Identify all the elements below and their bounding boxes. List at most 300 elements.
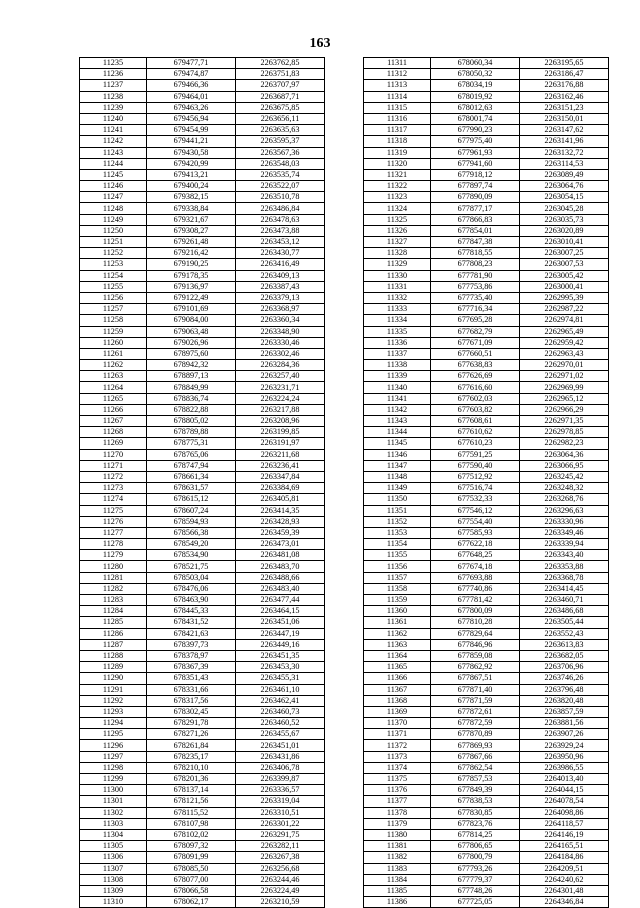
point-number-cell: 11316: [364, 113, 431, 124]
point-number-cell: 11273: [80, 483, 147, 494]
x-coordinate-cell: 678521,75: [147, 561, 236, 572]
point-number-cell: 11235: [80, 58, 147, 69]
y-coordinate-cell: 2263820,48: [520, 695, 609, 706]
x-coordinate-cell: 678001,74: [431, 113, 520, 124]
y-coordinate-cell: 2263461,10: [236, 684, 325, 695]
table-row: [80, 527, 325, 538]
y-coordinate-cell: 2263950,96: [520, 751, 609, 762]
x-coordinate-cell: 678822,88: [147, 404, 236, 415]
x-coordinate-cell: 678060,34: [431, 58, 520, 69]
table-row: [80, 393, 325, 404]
point-number-cell: 11299: [80, 774, 147, 785]
x-coordinate-cell: 678805,02: [147, 416, 236, 427]
y-coordinate-cell: 2263405,81: [236, 494, 325, 505]
x-coordinate-cell: 678137,14: [147, 785, 236, 796]
point-number-cell: 11238: [80, 91, 147, 102]
point-number-cell: 11296: [80, 740, 147, 751]
table-row: [364, 58, 609, 69]
y-coordinate-cell: 2263986,55: [520, 762, 609, 773]
point-number-cell: 11276: [80, 516, 147, 527]
table-row: [364, 885, 609, 896]
x-coordinate-cell: 677867,66: [431, 751, 520, 762]
table-row: [80, 818, 325, 829]
point-number-cell: 11347: [364, 460, 431, 471]
y-coordinate-cell: 2263089,49: [520, 169, 609, 180]
y-coordinate-cell: 2263751,83: [236, 69, 325, 80]
table-row: [364, 80, 609, 91]
x-coordinate-cell: 677748,26: [431, 885, 520, 896]
y-coordinate-cell: 2263707,97: [236, 80, 325, 91]
y-coordinate-cell: 2263231,71: [236, 382, 325, 393]
point-number-cell: 11265: [80, 393, 147, 404]
x-coordinate-cell: 678765,06: [147, 449, 236, 460]
table-row: [80, 829, 325, 840]
table-row: [80, 237, 325, 248]
table-row: [364, 774, 609, 785]
y-coordinate-cell: 2262995,39: [520, 292, 609, 303]
table-row: [364, 281, 609, 292]
y-coordinate-cell: 2263257,40: [236, 371, 325, 382]
table-row: [364, 169, 609, 180]
y-coordinate-cell: 2263505,44: [520, 617, 609, 628]
x-coordinate-cell: 678085,50: [147, 863, 236, 874]
y-coordinate-cell: 2263211,68: [236, 449, 325, 460]
table-row: [364, 527, 609, 538]
table-row: [364, 561, 609, 572]
x-coordinate-cell: 678291,78: [147, 718, 236, 729]
x-coordinate-cell: 679382,15: [147, 192, 236, 203]
x-coordinate-cell: 679178,35: [147, 270, 236, 281]
y-coordinate-cell: 2263552,43: [520, 628, 609, 639]
y-coordinate-cell: 2264240,62: [520, 874, 609, 885]
x-coordinate-cell: 678476,06: [147, 583, 236, 594]
table-row: [80, 158, 325, 169]
point-number-cell: 11268: [80, 427, 147, 438]
table-row: [364, 225, 609, 236]
table-row: [364, 516, 609, 527]
x-coordinate-cell: 677781,90: [431, 270, 520, 281]
y-coordinate-cell: 2263244,46: [236, 874, 325, 885]
y-coordinate-cell: 2263473,01: [236, 539, 325, 550]
y-coordinate-cell: 2262965,49: [520, 326, 609, 337]
table-row: [364, 259, 609, 270]
x-coordinate-cell: 677800,09: [431, 606, 520, 617]
y-coordinate-cell: 2263635,63: [236, 125, 325, 136]
x-coordinate-cell: 677682,79: [431, 326, 520, 337]
table-row: [80, 259, 325, 270]
point-number-cell: 11381: [364, 841, 431, 852]
y-coordinate-cell: 2263430,77: [236, 248, 325, 259]
x-coordinate-cell: 678077,00: [147, 874, 236, 885]
table-row: [364, 785, 609, 796]
point-number-cell: 11246: [80, 181, 147, 192]
table-row: [364, 583, 609, 594]
table-row: [80, 348, 325, 359]
x-coordinate-cell: 678747,94: [147, 460, 236, 471]
y-coordinate-cell: 2263296,63: [520, 505, 609, 516]
y-coordinate-cell: 2264165,51: [520, 841, 609, 852]
x-coordinate-cell: 678549,20: [147, 539, 236, 550]
point-number-cell: 11282: [80, 583, 147, 594]
point-number-cell: 11326: [364, 225, 431, 236]
table-row: [364, 706, 609, 717]
table-row: [364, 740, 609, 751]
y-coordinate-cell: 2263199,85: [236, 427, 325, 438]
table-row: [364, 606, 609, 617]
point-number-cell: 11278: [80, 539, 147, 550]
x-coordinate-cell: 677753,86: [431, 281, 520, 292]
table-row: [80, 471, 325, 482]
point-number-cell: 11289: [80, 662, 147, 673]
table-row: [80, 125, 325, 136]
point-number-cell: 11287: [80, 639, 147, 650]
y-coordinate-cell: 2263460,73: [236, 706, 325, 717]
table-row: [364, 438, 609, 449]
table-row: [80, 360, 325, 371]
point-number-cell: 11239: [80, 102, 147, 113]
x-coordinate-cell: 679321,67: [147, 214, 236, 225]
y-coordinate-cell: 2264209,51: [520, 863, 609, 874]
y-coordinate-cell: 2263682,05: [520, 650, 609, 661]
table-row: [364, 695, 609, 706]
x-coordinate-cell: 678421,63: [147, 628, 236, 639]
y-coordinate-cell: 2263236,41: [236, 460, 325, 471]
y-coordinate-cell: 2263368,78: [520, 572, 609, 583]
table-row: [364, 863, 609, 874]
table-row: [364, 829, 609, 840]
table-row: [80, 326, 325, 337]
table-row: [80, 885, 325, 896]
point-number-cell: 11237: [80, 80, 147, 91]
point-number-cell: 11341: [364, 393, 431, 404]
point-number-cell: 11351: [364, 505, 431, 516]
table-row: [364, 762, 609, 773]
x-coordinate-cell: 678331,66: [147, 684, 236, 695]
y-coordinate-cell: 2263414,35: [236, 505, 325, 516]
point-number-cell: 11385: [364, 885, 431, 896]
y-coordinate-cell: 2263191,97: [236, 438, 325, 449]
y-coordinate-cell: 2263414,45: [520, 583, 609, 594]
table-row: [80, 337, 325, 348]
x-coordinate-cell: 677846,96: [431, 639, 520, 650]
point-number-cell: 11367: [364, 684, 431, 695]
table-row: [80, 113, 325, 124]
y-coordinate-cell: 2263857,59: [520, 706, 609, 717]
y-coordinate-cell: 2264184,86: [520, 852, 609, 863]
point-number-cell: 11319: [364, 147, 431, 158]
y-coordinate-cell: 2263267,38: [236, 852, 325, 863]
y-coordinate-cell: 2264013,40: [520, 774, 609, 785]
x-coordinate-cell: 678351,43: [147, 673, 236, 684]
y-coordinate-cell: 2263210,59: [236, 897, 325, 908]
point-number-cell: 11264: [80, 382, 147, 393]
point-number-cell: 11345: [364, 438, 431, 449]
point-number-cell: 11294: [80, 718, 147, 729]
point-number-cell: 11257: [80, 304, 147, 315]
x-coordinate-cell: 679454,99: [147, 125, 236, 136]
table-row: [80, 181, 325, 192]
y-coordinate-cell: 2263284,36: [236, 360, 325, 371]
x-coordinate-cell: 677695,28: [431, 315, 520, 326]
x-coordinate-cell: 677638,83: [431, 360, 520, 371]
y-coordinate-cell: 2263348,90: [236, 326, 325, 337]
point-number-cell: 11272: [80, 471, 147, 482]
y-coordinate-cell: 2262982,23: [520, 438, 609, 449]
point-number-cell: 11240: [80, 113, 147, 124]
point-number-cell: 11252: [80, 248, 147, 259]
x-coordinate-cell: 677961,93: [431, 147, 520, 158]
table-row: [364, 69, 609, 80]
point-number-cell: 11302: [80, 807, 147, 818]
table-row: [364, 751, 609, 762]
point-number-cell: 11314: [364, 91, 431, 102]
y-coordinate-cell: 2263007,53: [520, 259, 609, 270]
y-coordinate-cell: 2263462,41: [236, 695, 325, 706]
point-number-cell: 11312: [364, 69, 431, 80]
y-coordinate-cell: 2262974,81: [520, 315, 609, 326]
table-row: [80, 371, 325, 382]
y-coordinate-cell: 2263147,62: [520, 125, 609, 136]
point-number-cell: 11334: [364, 315, 431, 326]
table-row: [80, 863, 325, 874]
y-coordinate-cell: 2263066,95: [520, 460, 609, 471]
y-coordinate-cell: 2263141,96: [520, 136, 609, 147]
y-coordinate-cell: 2263459,39: [236, 527, 325, 538]
page-number: 163: [309, 36, 331, 51]
table-row: [364, 326, 609, 337]
x-coordinate-cell: 678210,10: [147, 762, 236, 773]
table-row: [364, 136, 609, 147]
point-number-cell: 11352: [364, 516, 431, 527]
point-number-cell: 11261: [80, 348, 147, 359]
table-row: [80, 550, 325, 561]
x-coordinate-cell: 677810,28: [431, 617, 520, 628]
y-coordinate-cell: 2263706,96: [520, 662, 609, 673]
y-coordinate-cell: 2264044,15: [520, 785, 609, 796]
table-row: [80, 281, 325, 292]
table-row: [80, 561, 325, 572]
y-coordinate-cell: 2263176,88: [520, 80, 609, 91]
x-coordinate-cell: 677872,59: [431, 718, 520, 729]
y-coordinate-cell: 2262970,01: [520, 360, 609, 371]
table-row: [364, 595, 609, 606]
x-coordinate-cell: 677674,18: [431, 561, 520, 572]
y-coordinate-cell: 2263248,32: [520, 483, 609, 494]
point-number-cell: 11339: [364, 371, 431, 382]
x-coordinate-cell: 678367,39: [147, 662, 236, 673]
x-coordinate-cell: 679261,48: [147, 237, 236, 248]
x-coordinate-cell: 679190,25: [147, 259, 236, 270]
table-row: [80, 203, 325, 214]
point-number-cell: 11363: [364, 639, 431, 650]
table-row: [80, 583, 325, 594]
y-coordinate-cell: 2263186,47: [520, 69, 609, 80]
y-coordinate-cell: 2263416,49: [236, 259, 325, 270]
table-row: [364, 874, 609, 885]
point-number-cell: 11322: [364, 181, 431, 192]
y-coordinate-cell: 2263746,26: [520, 673, 609, 684]
point-number-cell: 11286: [80, 628, 147, 639]
x-coordinate-cell: 678975,60: [147, 348, 236, 359]
table-row: [80, 807, 325, 818]
table-row: [80, 494, 325, 505]
y-coordinate-cell: 2263762,85: [236, 58, 325, 69]
x-coordinate-cell: 677585,93: [431, 527, 520, 538]
table-row: [364, 382, 609, 393]
x-coordinate-cell: 677867,51: [431, 673, 520, 684]
table-row: [80, 673, 325, 684]
x-coordinate-cell: 677779,37: [431, 874, 520, 885]
x-coordinate-cell: 677781,42: [431, 595, 520, 606]
table-row: [364, 897, 609, 908]
point-number-cell: 11262: [80, 360, 147, 371]
table-row: [364, 360, 609, 371]
table-row: [80, 404, 325, 415]
point-number-cell: 11241: [80, 125, 147, 136]
x-coordinate-cell: 678050,32: [431, 69, 520, 80]
table-row: [80, 102, 325, 113]
y-coordinate-cell: 2262971,02: [520, 371, 609, 382]
table-row: [80, 706, 325, 717]
table-row: [364, 192, 609, 203]
x-coordinate-cell: 679420,99: [147, 158, 236, 169]
x-coordinate-cell: 678097,32: [147, 841, 236, 852]
y-coordinate-cell: 2263310,51: [236, 807, 325, 818]
y-coordinate-cell: 2263150,01: [520, 113, 609, 124]
x-coordinate-cell: 677740,86: [431, 583, 520, 594]
table-row: [364, 684, 609, 695]
table-row: [80, 662, 325, 673]
table-row: [364, 662, 609, 673]
x-coordinate-cell: 678261,84: [147, 740, 236, 751]
point-number-cell: 11362: [364, 628, 431, 639]
point-number-cell: 11315: [364, 102, 431, 113]
point-number-cell: 11290: [80, 673, 147, 684]
x-coordinate-cell: 677808,23: [431, 259, 520, 270]
point-number-cell: 11309: [80, 885, 147, 896]
y-coordinate-cell: 2263195,65: [520, 58, 609, 69]
x-coordinate-cell: 677590,40: [431, 460, 520, 471]
point-number-cell: 11382: [364, 852, 431, 863]
y-coordinate-cell: 2263360,34: [236, 315, 325, 326]
x-coordinate-cell: 678107,98: [147, 818, 236, 829]
point-number-cell: 11361: [364, 617, 431, 628]
y-coordinate-cell: 2263449,16: [236, 639, 325, 650]
y-coordinate-cell: 2263483,70: [236, 561, 325, 572]
point-number-cell: 11364: [364, 650, 431, 661]
x-coordinate-cell: 677990,23: [431, 125, 520, 136]
table-row: [364, 550, 609, 561]
x-coordinate-cell: 678062,17: [147, 897, 236, 908]
table-row: [80, 169, 325, 180]
x-coordinate-cell: 678849,99: [147, 382, 236, 393]
y-coordinate-cell: 2263291,75: [236, 829, 325, 840]
point-number-cell: 11366: [364, 673, 431, 684]
table-row: [364, 348, 609, 359]
x-coordinate-cell: 678775,31: [147, 438, 236, 449]
y-coordinate-cell: 2263409,13: [236, 270, 325, 281]
y-coordinate-cell: 2263548,03: [236, 158, 325, 169]
table-row: [364, 483, 609, 494]
table-row: [364, 203, 609, 214]
x-coordinate-cell: 677838,53: [431, 796, 520, 807]
x-coordinate-cell: 678445,33: [147, 606, 236, 617]
x-coordinate-cell: 678534,90: [147, 550, 236, 561]
table-row: [80, 69, 325, 80]
x-coordinate-cell: 677871,59: [431, 695, 520, 706]
x-coordinate-cell: 677716,34: [431, 304, 520, 315]
table-row: [80, 572, 325, 583]
y-coordinate-cell: 2263687,71: [236, 91, 325, 102]
table-row: [80, 270, 325, 281]
table-row: [80, 58, 325, 69]
y-coordinate-cell: 2263336,57: [236, 785, 325, 796]
y-coordinate-cell: 2263881,56: [520, 718, 609, 729]
x-coordinate-cell: 677872,61: [431, 706, 520, 717]
y-coordinate-cell: 2263567,36: [236, 147, 325, 158]
y-coordinate-cell: 2264118,57: [520, 818, 609, 829]
x-coordinate-cell: 677890,09: [431, 192, 520, 203]
x-coordinate-cell: 679122,49: [147, 292, 236, 303]
x-coordinate-cell: 679456,94: [147, 113, 236, 124]
y-coordinate-cell: 2262963,43: [520, 348, 609, 359]
table-row: [80, 695, 325, 706]
x-coordinate-cell: 677516,74: [431, 483, 520, 494]
y-coordinate-cell: 2263613,83: [520, 639, 609, 650]
point-number-cell: 11336: [364, 337, 431, 348]
point-number-cell: 11253: [80, 259, 147, 270]
table-row: [364, 214, 609, 225]
y-coordinate-cell: 2263020,89: [520, 225, 609, 236]
table-row: [80, 416, 325, 427]
y-coordinate-cell: 2263064,76: [520, 181, 609, 192]
point-number-cell: 11269: [80, 438, 147, 449]
table-row: [364, 248, 609, 259]
x-coordinate-cell: 679308,27: [147, 225, 236, 236]
y-coordinate-cell: 2263045,28: [520, 203, 609, 214]
point-number-cell: 11266: [80, 404, 147, 415]
point-number-cell: 11377: [364, 796, 431, 807]
point-number-cell: 11360: [364, 606, 431, 617]
point-number-cell: 11332: [364, 292, 431, 303]
point-number-cell: 11301: [80, 796, 147, 807]
point-number-cell: 11370: [364, 718, 431, 729]
x-coordinate-cell: 678897,13: [147, 371, 236, 382]
point-number-cell: 11297: [80, 751, 147, 762]
x-coordinate-cell: 677660,51: [431, 348, 520, 359]
point-number-cell: 11281: [80, 572, 147, 583]
table-row: [80, 214, 325, 225]
point-number-cell: 11243: [80, 147, 147, 158]
table-row: [364, 796, 609, 807]
table-row: [364, 718, 609, 729]
y-coordinate-cell: 2263151,23: [520, 102, 609, 113]
y-coordinate-cell: 2263368,97: [236, 304, 325, 315]
point-number-cell: 11330: [364, 270, 431, 281]
table-row: [364, 650, 609, 661]
x-coordinate-cell: 677610,23: [431, 438, 520, 449]
point-number-cell: 11311: [364, 58, 431, 69]
y-coordinate-cell: 2263431,86: [236, 751, 325, 762]
point-number-cell: 11313: [364, 80, 431, 91]
y-coordinate-cell: 2263488,66: [236, 572, 325, 583]
y-coordinate-cell: 2263007,25: [520, 248, 609, 259]
point-number-cell: 11249: [80, 214, 147, 225]
x-coordinate-cell: 678012,63: [431, 102, 520, 113]
x-coordinate-cell: 677829,64: [431, 628, 520, 639]
table-row: [80, 774, 325, 785]
y-coordinate-cell: 2263675,85: [236, 102, 325, 113]
